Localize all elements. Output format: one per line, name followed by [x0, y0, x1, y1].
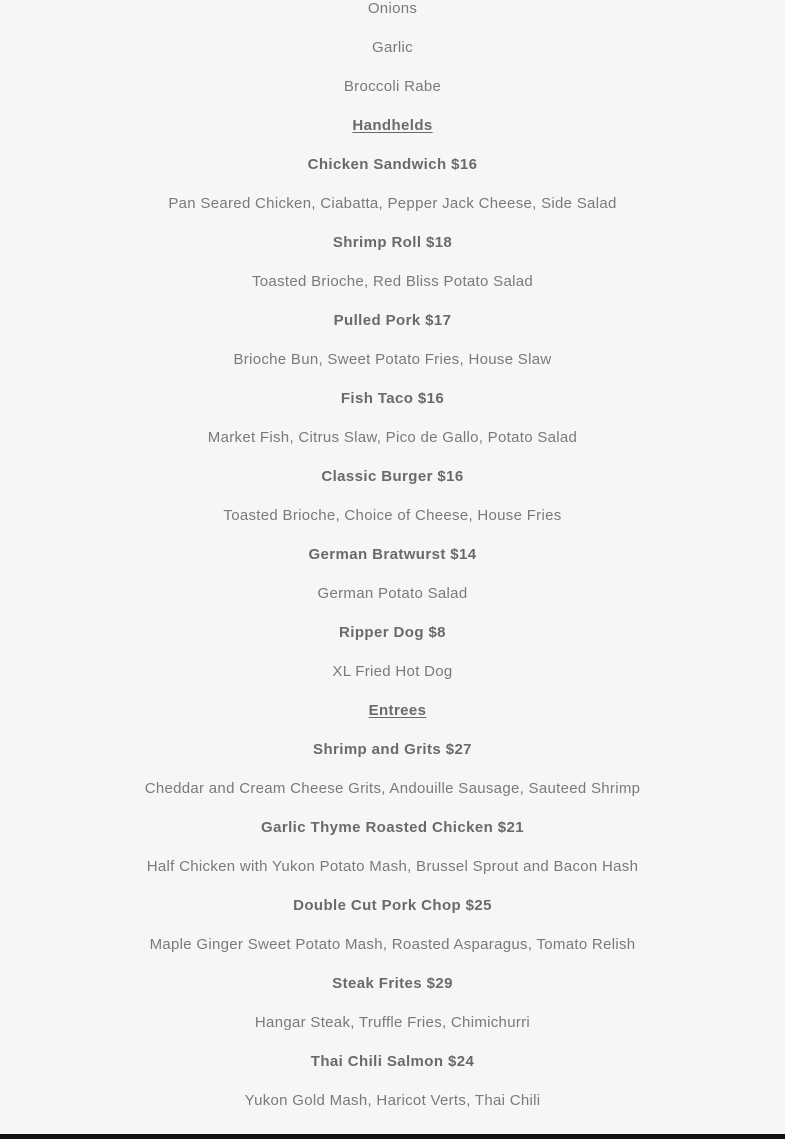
menu-item-name: Shrimp and Grits $27	[313, 741, 472, 758]
menu-item-description: Toasted Brioche, Choice of Cheese, House Fries	[223, 507, 562, 524]
menu-item-name: Pulled Pork $17	[333, 312, 452, 329]
bottom-divider-bar	[0, 1134, 785, 1139]
menu-item-description: Hangar Steak, Truffle Fries, Chimichurri	[254, 1014, 531, 1031]
menu-text-onions: Onions	[367, 0, 418, 17]
menu-item-description: Half Chicken with Yukon Potato Mash, Brussel Sprout and Bacon Hash	[146, 858, 639, 875]
menu-item-description: Toasted Brioche, Red Bliss Potato Salad	[251, 273, 534, 290]
menu-item-description: German Potato Salad	[317, 585, 468, 602]
menu-item-description: XL Fried Hot Dog	[332, 663, 453, 680]
menu-item-description: Market Fish, Citrus Slaw, Pico de Gallo, Potato Salad	[207, 429, 578, 446]
menu-item-name: Shrimp Roll $18	[332, 234, 453, 251]
menu-text-garlic: Garlic	[372, 39, 413, 56]
menu-item-name: Chicken Sandwich $16	[307, 156, 478, 173]
menu-item-description: Cheddar and Cream Cheese Grits, Andouille Sausage, Sauteed Shrimp	[144, 780, 641, 797]
menu-item-name: Ripper Dog $8	[339, 624, 446, 641]
menu-text-broccoli-rabe: Broccoli Rabe	[343, 78, 442, 95]
menu-item-description: Yukon Gold Mash, Haricot Verts, Thai Chili	[244, 1092, 541, 1109]
menu-item-description: Pan Seared Chicken, Ciabatta, Pepper Jack Cheese, Side Salad	[168, 195, 617, 212]
menu-item-description: Brioche Bun, Sweet Potato Fries, House Slaw	[233, 351, 552, 368]
menu-item-name: Steak Frites $29	[332, 975, 453, 992]
menu-item-name: German Bratwurst $14	[308, 546, 477, 563]
menu-item-name: Fish Taco $16	[340, 390, 445, 407]
section-heading-entrees: Entrees	[368, 702, 427, 719]
menu-item-name: Classic Burger $16	[321, 468, 464, 485]
menu-item-name: Thai Chili Salmon $24	[310, 1053, 475, 1070]
menu-item-description: Maple Ginger Sweet Potato Mash, Roasted Asparagus, Tomato Relish	[149, 936, 636, 953]
menu-item-name: Garlic Thyme Roasted Chicken $21	[261, 819, 524, 836]
section-heading-handhelds: Handhelds	[352, 117, 433, 134]
menu-item-name: Double Cut Pork Chop $25	[293, 897, 492, 914]
